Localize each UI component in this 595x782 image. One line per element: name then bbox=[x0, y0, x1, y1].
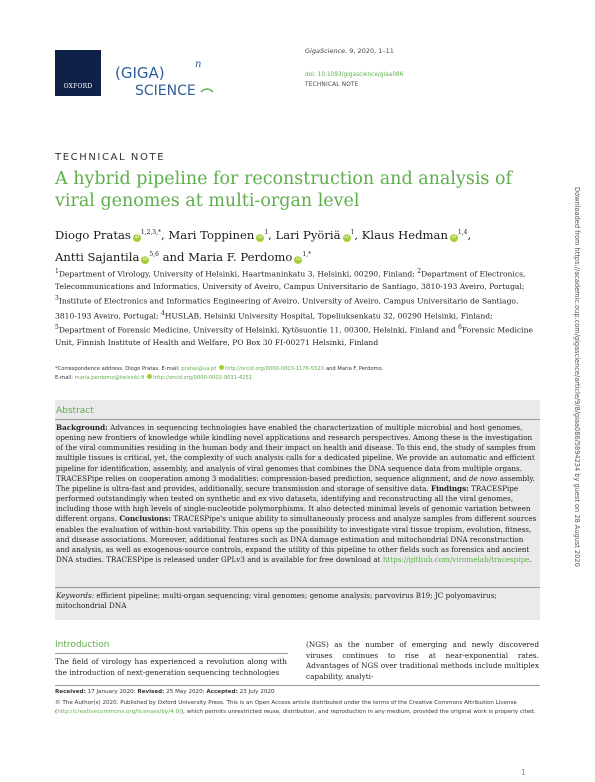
orcid-icon[interactable]: iD bbox=[344, 234, 349, 240]
keywords-label: Keywords: bbox=[56, 591, 95, 600]
introduction-left-column: The field of virology has experienced a revolution along with the introduction of next-generation sequencing technologies bbox=[55, 657, 287, 677]
orcid-icon[interactable]: iD bbox=[134, 234, 140, 240]
divider bbox=[55, 653, 288, 654]
orcid-icon[interactable]: iD bbox=[296, 256, 301, 262]
svg-text:n: n bbox=[195, 59, 202, 70]
affiliation-text: Department of Virology, University of Helsinki, Haartmaninkatu 3, Helsinki, 00290, Finland; bbox=[58, 269, 415, 279]
affiliation-number: 3 bbox=[55, 294, 59, 302]
revised-date: 25 May 2020; bbox=[166, 689, 205, 695]
article-type-label: TECHNICAL NOTE bbox=[305, 82, 359, 88]
journal-volume: , 9, 2020, 1–11 bbox=[345, 47, 394, 55]
received-label: Received: bbox=[55, 689, 86, 695]
conclusions-label: Conclusions: bbox=[119, 514, 171, 524]
download-watermark: Downloaded from https://academic.oup.com/gigascience/article/9/8/giaa086/5894234 by guest on 28 August 2020 bbox=[573, 187, 581, 567]
introduction-right-column: (NGS) as the number of emerging and newly discovered viruses continues to rise at near-exponential rates. Advantages of NGS over traditional methods include multiplex capability, analyti- bbox=[306, 640, 539, 681]
affiliation-number: 2 bbox=[417, 268, 422, 275]
svg-text:(GIGA): (GIGA) bbox=[115, 64, 165, 82]
revised-label: Revised: bbox=[137, 689, 165, 695]
affiliation-text: Department of Electronics, Telecommunications and Informatics, University of Aveiro, Campus Universitario de Santiago, 3810-193 Aveiro, Portugal; bbox=[55, 269, 526, 291]
author-affiliation-sup: 1 bbox=[350, 229, 355, 236]
abstract-text: Background: Advances in sequencing technologies have enabled the characterization of multiple microbial and host genomes, opening new frontiers of knowledge while kindling novel applications and research perspectives. Among these is the investigation of the viral communities residing in the human body and their impact on health and disease. To this end, the study of samples from multiple tissues is critical, yet, the complexity of such analysis calls for a dedicated pipeline. We provide an automatic and efficient pipeline for identification, assembly, and analysis of viral genomes that combines the DNA sequence data from multiple organs. TRACESPipe relies on cooperation among 3 modalities: compression-based prediction, sequence alignment, and de novo assembly. The pipeline is ultra-fast and provides, additionally, secure transmission and storage of sensitive data. Findings: TRACESPipe performed outstandingly when tested on synthetic and ex vivo datasets, identifying and reconstructing all the viral genomes, including those with high levels of single-nucleotide polymorphisms. It also detected minimal levels of genomic variation between different organs. Conclusions: TRACESPipe's unique ability to simultaneously process and analyze samples from different sources enables the evaluation of within-host variability. This opens up the possibility to investigate viral tissue tropism, evolution, fitness, and disease associations. Moreover, additional features such as DNA damage estimation and mitochondrial DNA reconstruction and analysis, as well as exogenous-source controls, expand the utility of this pipeline to other fields such as forensics and ancient DNA studies. TRACESPipe is released under GPLv3 and is available for free download at https://github.com/viromelab/tracespipe. bbox=[56, 423, 537, 565]
svg-text:SCIENCE: SCIENCE bbox=[135, 83, 196, 98]
keywords bbox=[56, 591, 539, 611]
author-name: Klaus Hedman bbox=[361, 227, 448, 242]
gigascience-logo bbox=[113, 56, 218, 98]
abstract-heading: Abstract bbox=[56, 406, 94, 416]
orcid-link[interactable]: http://orcid.org/0000-0002-9031-4251 bbox=[153, 375, 253, 381]
author-name: Diogo Pratas bbox=[55, 227, 131, 242]
license-link[interactable]: http://creativecommons.org/licenses/by/4.0/ bbox=[57, 709, 181, 716]
accepted-date: 23 July 2020 bbox=[239, 689, 275, 695]
keywords-text: efficient pipeline; multi-organ sequencing; viral genomes; genome analysis; parvovirus B19; JC polyomavirus; mitochondrial DNA bbox=[56, 591, 497, 611]
orcid-icon[interactable]: iD bbox=[257, 234, 263, 240]
affiliations bbox=[55, 266, 540, 349]
author-name: Maria F. Perdomo bbox=[188, 249, 293, 264]
author-affiliation-sup: 5,6 bbox=[149, 250, 159, 258]
received-date: 17 January 2020; bbox=[87, 689, 136, 695]
findings-label: Findings: bbox=[431, 483, 469, 493]
doi-link[interactable]: doi: 10.1093/gigascience/giaa086 bbox=[305, 72, 404, 78]
accepted-label: Accepted: bbox=[206, 689, 238, 695]
affiliation-text: HUSLAB, Helsinki University Hospital, Topeliuksenkatu 32, 00290 Helsinki, Finland; bbox=[164, 311, 493, 321]
conclusions-text: TRACESPipe's unique ability to simultaneously process and analyze samples from different sources enables the evaluation of within-host variability. This opens up the possibility to investigate viral tissue tropism, evolution, fitness, and disease associations. Moreover, additional features such as DNA damage estimation and mitochondrial DNA reconstruction and analysis, as well as exogenous-source controls, expand the utility of this pipeline to other fields such as forensics and ancient DNA studies. TRACESPipe is released under GPLv3 and is available for free download at bbox=[56, 514, 537, 565]
correspondence bbox=[55, 365, 540, 383]
article-dates bbox=[55, 689, 275, 695]
email-link[interactable]: maria.perdomo@helsinki.fi bbox=[74, 375, 145, 381]
affiliation-text: Forensic Medicine Unit, Finnish Institute of Health and Welfare, PO Box 30 FI-00271 Helsinki, Finland bbox=[55, 325, 533, 348]
orcid-icon[interactable]: iD bbox=[451, 234, 457, 240]
background-label: Background: bbox=[56, 423, 108, 432]
author-affiliation-sup: 1,4 bbox=[457, 229, 468, 236]
correspondence-prefix: *Correspondence address. Diogo Pratas. E-mail: bbox=[55, 366, 180, 372]
orcid-icon[interactable]: iD bbox=[143, 256, 148, 262]
divider bbox=[55, 419, 540, 420]
oxford-logo-text: OXFORD bbox=[63, 83, 93, 90]
author-affiliation-sup: 1 bbox=[264, 229, 269, 236]
background-text: Advances in sequencing technologies have enabled the characterization of multiple microbial and host genomes, opening new frontiers of knowledge while kindling novel applications and research perspectives. Among these is the investigation of the viral communities residing in the human body and their impact on health and disease. To this end, the study of samples from multiple tissues is critical, yet, the complexity of such analysis calls for a dedicated pipeline. We provide an automatic and efficient pipeline for identification, assembly, and analysis of viral genomes that combines the DNA sequence data from multiple organs. TRACESPipe relies on cooperation among 3 modalities: compression-based prediction, sequence alignment, and bbox=[56, 423, 536, 483]
orcid-link[interactable]: http://orcid.org/0000-0003-1176-552X bbox=[225, 366, 325, 372]
affiliation-text: Department of Forensic Medicine, University of Helsinki, Kytösuontie 11, 00300, Helsinki, Finland and bbox=[58, 325, 456, 335]
correspondence-email-label: E-mail: bbox=[55, 375, 74, 381]
article-type-heading: TECHNICAL NOTE bbox=[55, 152, 166, 163]
affiliation-number: 6 bbox=[458, 324, 462, 332]
author-name: Lari Pyöriä bbox=[275, 227, 341, 242]
orcid-icon bbox=[147, 374, 152, 379]
email-link[interactable]: pratas@ua.pt bbox=[181, 366, 217, 372]
copyright-text: © The Author(s) 2020. Published by Oxford University Press. This is an Open Access article distributed under the terms of the Creative Commons Attribution License ( bbox=[55, 700, 517, 716]
article-title: A hybrid pipeline for reconstruction and analysis of viral genomes at multi-organ level bbox=[55, 169, 512, 211]
affiliation-number: 5 bbox=[55, 324, 59, 332]
author-affiliation-sup: 1,* bbox=[302, 250, 312, 258]
background-italic: de novo bbox=[468, 473, 498, 483]
author-list: Diogo Pratas $iD^{1,2,3,*}$, Mari Toppinen $iD^1$, Lari Pyöriä $iD^1$, Klaus Hedman iD$^{1,4}$, Antti Sajantila iD$^{5,6}$ and Maria F. Perdomo $iD^{1,*}$ bbox=[55, 227, 472, 264]
introduction-heading: Introduction bbox=[55, 640, 110, 650]
affiliation-text: Institute of Electronics and Informatics Engineering of Aveiro, University of Aveiro, Campus Universitario de Santiago, 3810-193 Aveiro, Portugal; bbox=[55, 296, 519, 321]
author-affiliation-sup: 1,2,3,* bbox=[140, 229, 162, 236]
affiliation-number: 4 bbox=[160, 309, 165, 317]
github-link[interactable]: https://github.com/viromelab/tracespipe bbox=[382, 555, 530, 565]
author-name: Antti Sajantila bbox=[55, 249, 140, 264]
affiliation-number: 1 bbox=[55, 268, 59, 275]
author-name: Mari Toppinen bbox=[168, 227, 255, 242]
orcid-icon bbox=[219, 365, 224, 370]
divider bbox=[55, 587, 540, 588]
copyright-notice bbox=[55, 699, 540, 718]
background-text-end: assembly. The pipeline is ultra-fast and provides, additionally, secure transmission and storage of sensitive data. bbox=[56, 473, 535, 493]
copyright-text-end: ), which permits unrestricted reuse, distribution, and reproduction in any medium, provided the original work is properly cited. bbox=[180, 709, 536, 716]
journal-name: GigaScience bbox=[305, 47, 346, 55]
divider bbox=[55, 685, 540, 686]
correspondence-suffix: and Maria F. Perdomo. bbox=[325, 366, 384, 372]
journal-citation bbox=[305, 47, 394, 55]
oxford-logo bbox=[55, 50, 101, 96]
page-number: 1 bbox=[521, 768, 526, 777]
findings-text: TRACESPipe performed outstandingly when tested on synthetic and ex vivo datasets, identifying and reconstructing all the viral genomes, including those with high levels of single-nucleotide polymorphisms. It also detected minimal levels of genomic variation between different organs. bbox=[56, 483, 531, 524]
